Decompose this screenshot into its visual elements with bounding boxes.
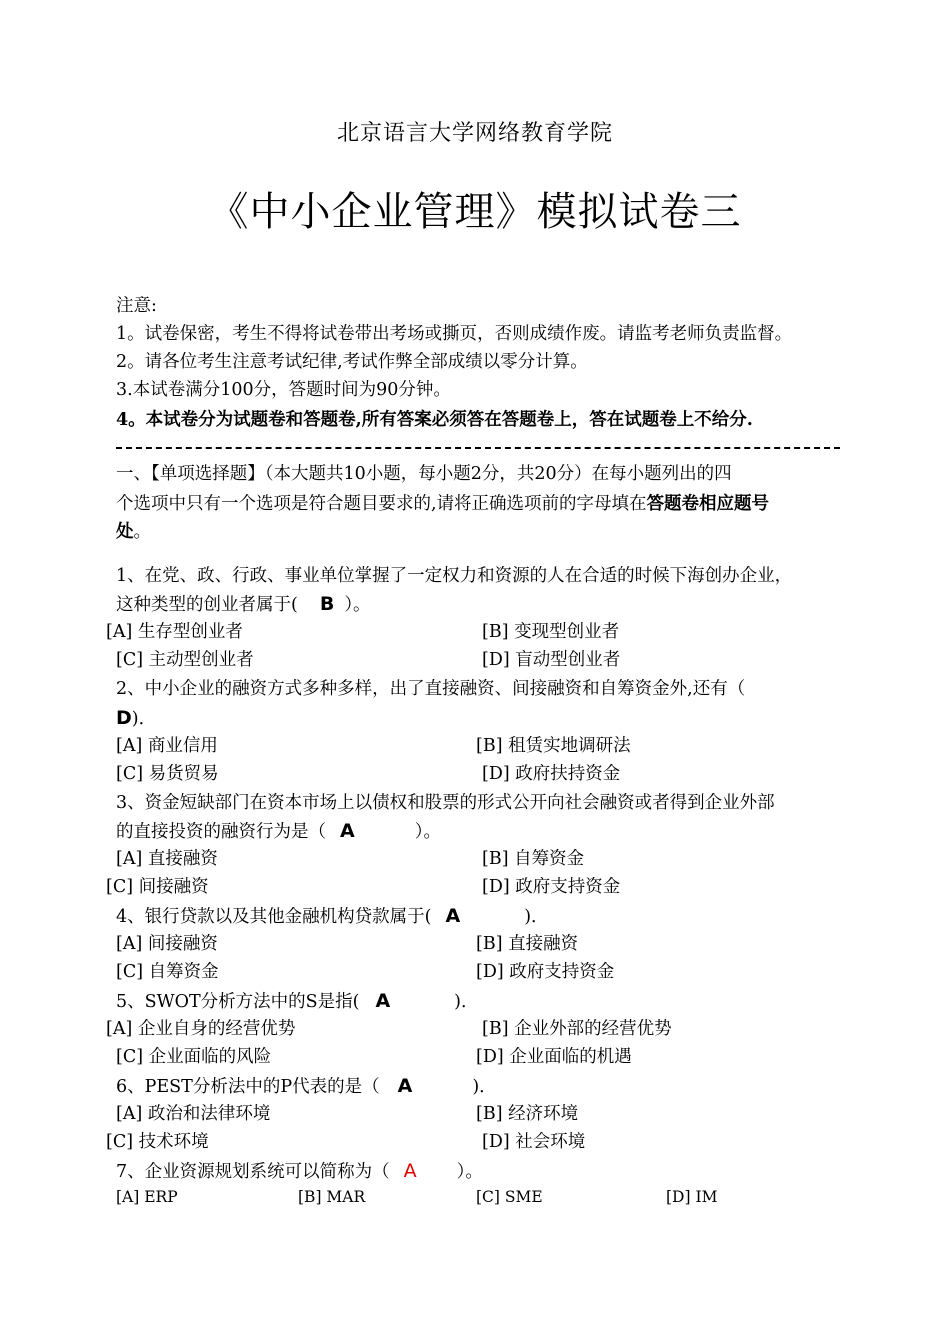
question-3-bracket-close: ）。 [414, 822, 441, 842]
question-6-answer: A [397, 1075, 413, 1097]
question-7-answer: A [403, 1160, 417, 1182]
question-7-stem: 7、企业资源规划系统可以简称为（ [116, 1162, 390, 1182]
section-line-3-text: 。 [133, 522, 151, 542]
section-line-1: 一、【单项选择题】（本大题共10小题，每小题2分，共20分）在每小题列出的四 [116, 464, 732, 484]
question-1-option-d: [D] 盲动型创业者 [482, 650, 621, 670]
notice-heading: 注意: [116, 296, 157, 316]
question-1-line-2 [116, 590, 371, 619]
section-line-3-bold: 处 [116, 522, 134, 542]
question-5-option-d: [D] 企业面临的机遇 [476, 1047, 632, 1067]
question-4-bracket-close: )． [524, 907, 549, 927]
question-5-option-b: [B] 企业外部的经营优势 [482, 1019, 672, 1039]
question-1-option-a: [A] 生存型创业者 [106, 622, 243, 642]
question-3-option-c: [C] 间接融资 [106, 877, 209, 897]
question-4-option-a: [A] 间接融资 [116, 934, 218, 954]
question-6-option-d: [D] 社会环境 [482, 1132, 586, 1152]
dashed-divider [116, 447, 840, 449]
section-line-3 [116, 518, 151, 546]
notice-item-3: 3.本试卷满分100分，答题时间为90分钟。 [116, 380, 451, 400]
question-3-answer: A [340, 820, 355, 842]
question-5-bracket-close: )． [454, 992, 479, 1012]
question-1-bracket-close: ）。 [344, 595, 371, 615]
question-7-line-1 [116, 1157, 483, 1186]
question-2-option-b: [B] 租赁实地调研法 [476, 736, 631, 756]
question-2-line-1: 2、中小企业的融资方式多种多样，出了直接融资、间接融资和自筹资金外,还有（ [116, 679, 746, 699]
question-3-option-b: [B] 自筹资金 [482, 849, 585, 869]
question-3-option-a: [A] 直接融资 [116, 849, 218, 869]
question-5-answer: A [375, 990, 391, 1012]
section-line-2-text: 个选项中只有一个选项是符合题目要求的,请将正确选项前的字母填在 [116, 494, 647, 514]
question-6-option-c: [C] 技术环境 [106, 1132, 209, 1152]
question-4-option-c: [C] 自筹资金 [116, 962, 219, 982]
section-line-2-bold: 答题卷相应题号 [646, 494, 770, 514]
question-7-option-a: [A] ERP [116, 1188, 178, 1206]
question-2-option-d: [D] 政府扶持资金 [482, 764, 621, 784]
question-6-line-1 [116, 1072, 497, 1101]
question-6-stem: 6、PEST分析法中的P代表的是（ [116, 1077, 380, 1097]
question-4-answer: A [445, 905, 461, 927]
question-7-bracket-close: ）。 [456, 1162, 483, 1182]
question-2-bracket-close: )． [131, 709, 157, 729]
notice-item-1: 1。试卷保密，考生不得将试卷带出考场或撕页，否则成绩作废。请监考老师负责监督。 [116, 324, 793, 344]
question-5-option-a: [A] 企业自身的经营优势 [106, 1019, 296, 1039]
notice-item-2: 2。请各位考生注意考试纪律,考试作弊全部成绩以零分计算。 [116, 352, 588, 372]
question-5-line-1 [116, 987, 479, 1016]
question-2-line-2 [116, 704, 156, 733]
question-3-stem-end: 的直接投资的融资行为是（ [116, 822, 326, 842]
question-4-line-1 [116, 902, 549, 931]
question-3-line-1: 3、资金短缺部门在资本市场上以债权和股票的形式公开向社会融资或者得到企业外部 [116, 793, 775, 813]
school-name: 北京语言大学网络教育学院 [336, 121, 613, 146]
question-2-option-c: [C] 易货贸易 [116, 764, 219, 784]
question-5-stem: 5、SWOT分析方法中的S是指( [116, 992, 360, 1012]
section-line-2 [116, 490, 769, 518]
question-1-answer: B [319, 593, 335, 615]
question-1-line-1: 1、在党、政、行政、事业单位掌握了一定权力和资源的人在合适的时候下海创办企业， [116, 566, 793, 586]
notice-item-4: 4。本试卷分为试题卷和答题卷,所有答案必须答在答题卷上，答在试题卷上不给分. [116, 410, 753, 430]
question-7-option-b: [B] MAR [298, 1188, 366, 1206]
question-5-option-c: [C] 企业面临的风险 [116, 1047, 272, 1067]
question-6-option-b: [B] 经济环境 [476, 1104, 579, 1124]
question-1-stem-end: 这种类型的创业者属于( [116, 595, 298, 615]
question-6-bracket-close: )． [472, 1077, 497, 1097]
question-1-option-c: [C] 主动型创业者 [116, 650, 254, 670]
question-4-option-b: [B] 直接融资 [476, 934, 579, 954]
question-3-line-2 [116, 817, 441, 846]
question-6-option-a: [A] 政治和法律环境 [116, 1104, 271, 1124]
exam-title: 《中小企业管理》模拟试卷三 [208, 189, 742, 235]
question-4-option-d: [D] 政府支持资金 [476, 962, 615, 982]
question-7-option-d: [D] IM [666, 1188, 718, 1206]
question-3-option-d: [D] 政府支持资金 [482, 877, 621, 897]
question-4-stem: 4、银行贷款以及其他金融机构贷款属于( [116, 907, 432, 927]
question-2-option-a: [A] 商业信用 [116, 736, 218, 756]
question-7-option-c: [C] SME [476, 1188, 543, 1206]
question-2-answer: D [116, 707, 132, 729]
question-1-option-b: [B] 变现型创业者 [482, 622, 620, 642]
